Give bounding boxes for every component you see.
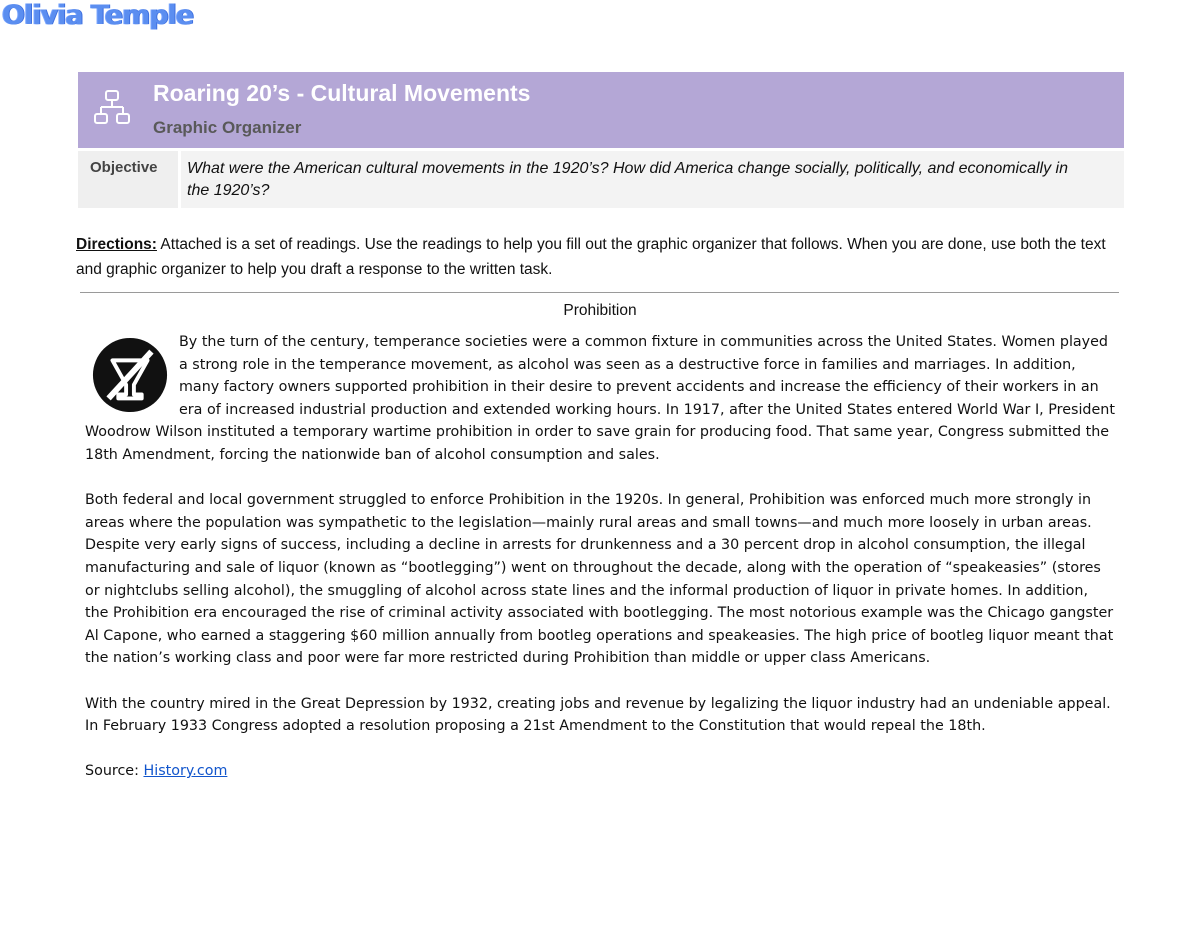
header-banner xyxy=(78,72,1124,148)
reading-body xyxy=(85,331,1115,805)
student-name: Olivia Temple xyxy=(2,0,194,31)
page-title: Roaring 20’s - Cultural Movements xyxy=(153,80,531,106)
section-title: Prohibition xyxy=(563,302,637,319)
source-link[interactable]: History.com xyxy=(143,763,228,780)
reading-paragraph-2: Both federal and local government struggled to enforce Prohibition in the 1920s. In general, Prohibition was enforced much more strongly in areas where the population was sympathetic to the legislation—mainly rural areas and small towns—and much more loosely in urban areas. Despite very early signs of success, including a decline in arrests for drunkenness and a 30 percent drop in alcohol consumption, the illegal manufacturing and sale of liquor (known as “bootlegging”) went on throughout the decade, along with the operation of “speakeasies” (stores or nightclubs selling alcohol), the smuggling of alcohol across state lines and the informal production of liquor in private homes. In addition, the Prohibition era encouraged the rise of criminal activity associated with bootlegging. The most notorious example was the Chicago gangster Al Capone, who earned a staggering $60 million annually from bootleg operations and speakeasies. The high price of bootleg liquor meant that the nation’s working class and poor were far more restricted during Prohibition than middle or upper class Americans. xyxy=(85,492,1114,667)
reading-paragraph-1 xyxy=(85,331,1115,467)
no-alcohol-icon xyxy=(91,336,169,414)
objective-row xyxy=(78,151,1124,208)
directions-label: Directions: xyxy=(76,236,157,253)
divider xyxy=(80,292,1119,293)
page-subtitle: Graphic Organizer xyxy=(153,118,302,137)
directions xyxy=(76,232,1116,282)
objective-label: Objective xyxy=(90,159,158,176)
source-line xyxy=(85,760,1115,783)
reading-paragraph-3: With the country mired in the Great Depression by 1932, creating jobs and revenue by legalizing the liquor industry had an undeniable appeal. In February 1933 Congress adopted a resolution proposing a 21st Amendment to the Constitution that would repeal the 18th. xyxy=(85,695,1111,735)
org-chart-icon xyxy=(92,88,132,128)
source-label: Source: xyxy=(85,763,144,780)
objective-text: What were the American cultural movements in the 1920’s? How did America change socially, politically, and economically in the 1920’s? xyxy=(178,151,1124,208)
reading-paragraph-1-text: By the turn of the century, temperance societies were a common fixture in communities across the United States. Women played a strong role in the temperance movement, as alcohol was seen as a destructive force in families and marriages. In addition, many factory owners supported prohibition in their desire to prevent accidents and increase the efficiency of their workers in an era of increased industrial production and extended working hours. In 1917, after the United States entered World War I, President Woodrow Wilson instituted a temporary wartime prohibition in order to save grain for producing food. That same year, Congress submitted the 18th Amendment, forcing the nationwide ban of alcohol consumption and sales. xyxy=(85,334,1115,463)
directions-text: Attached is a set of readings. Use the readings to help you fill out the graphic organizer that follows. When you are done, use both the text and graphic organizer to help you draft a response to the written task. xyxy=(76,236,1106,278)
